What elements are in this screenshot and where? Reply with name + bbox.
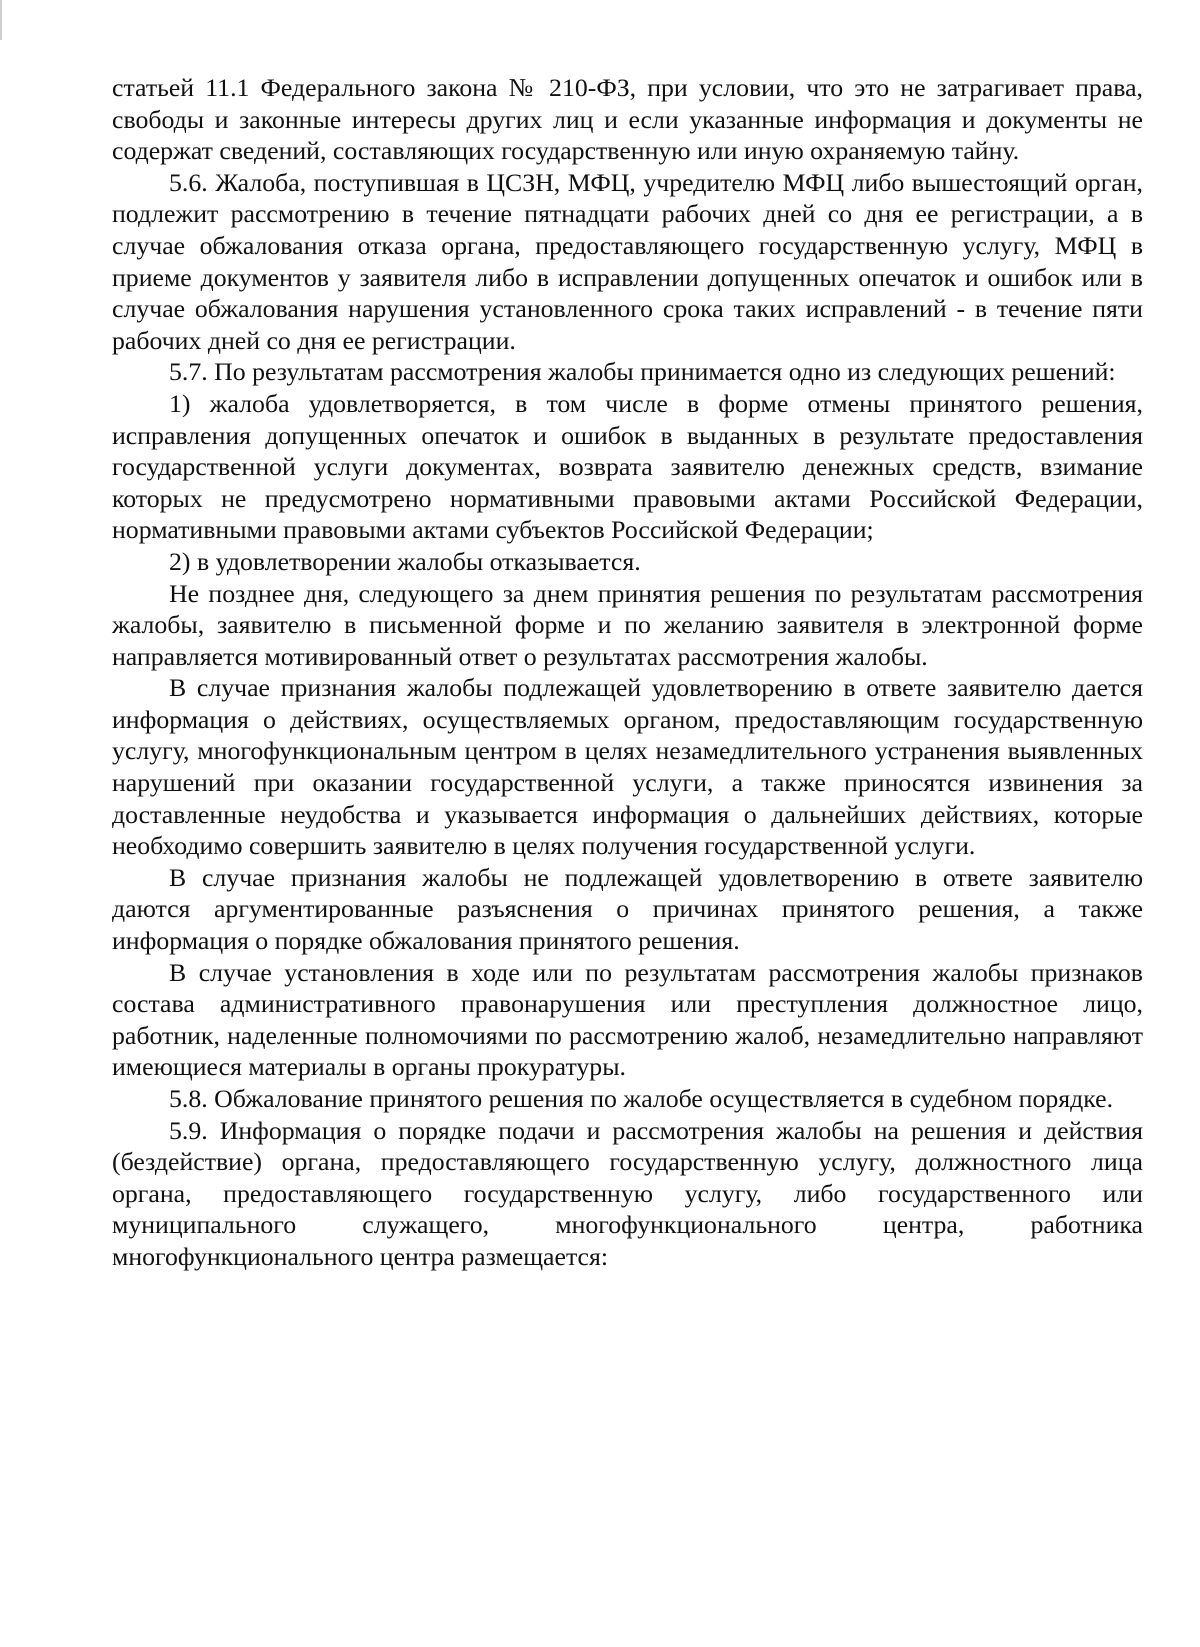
paragraph-5-8: 5.8. Обжалование принятого решения по жалобе осуществляется в судебном порядке. — [169, 1084, 1114, 1113]
paragraph-5-7-item-1: 1) жалоба удовлетворяется, в том числе в форме отмены принятого решения, исправления допущенных опечаток и ошибок в выданных в результате предоставления государственной услуги документах, возврата заявителю денежных средств, взимание которых не предусмотрено нормативными правовыми актами Российской Федерации, нормативными правовыми актами субъектов Российской Федерации; — [112, 388, 1143, 545]
paragraph-violation-found: В случае установления в ходе или по результатам рассмотрения жалобы признаков состава административного правонарушения или преступления должностное лицо, работник, наделенные полномочиями по рассмотрению жалоб, незамедлительно направляют имеющиеся материалы в органы прокуратуры. — [112, 957, 1143, 1082]
paragraph-5-6: 5.6. Жалоба, поступившая в ЦСЗН, МФЦ, учредителю МФЦ либо вышестоящий орган, подлежит рассмотрению в течение пятнадцати рабочих дней со дня ее регистрации, а в случае обжалования отказа органа, предоставляющего государственную услугу, МФЦ в приеме документов у заявителя либо в исправлении допущенных опечаток и ошибок или в случае обжалования нарушения установленного срока таких исправлений - в течение пяти рабочих дней со дня ее регистрации. — [112, 167, 1143, 355]
document-body — [112, 72, 1143, 1273]
paragraph-continuation: статьей 11.1 Федерального закона № 210-ФЗ, при условии, что это не затрагивает права, свободы и законные интересы других лиц и если указанные информация и документы не содержат сведений, составляющих государственную или иную охраняемую тайну. — [112, 73, 1143, 166]
scan-edge-mark — [0, 0, 2, 40]
paragraph-complaint-rejected: В случае признания жалобы не подлежащей удовлетворению в ответе заявителю даются аргументированные разъяснения о причинах принятого решения, а также информация о порядке обжалования принятого решения. — [112, 862, 1143, 956]
paragraph-response-deadline: Не позднее дня, следующего за днем принятия решения по результатам рассмотрения жалобы, заявителю в письменной форме и по желанию заявителя в электронной форме направляется мотивированный ответ о результатах рассмотрения жалобы. — [112, 578, 1143, 671]
paragraph-complaint-satisfied: В случае признания жалобы подлежащей удовлетворению в ответе заявителю дается информация о действиях, осуществляемых органом, предоставляющим государственную услугу, многофункциональным центром в целях незамедлительного устранения выявленных нарушений при оказании государственной услуги, а также приносятся извинения за доставленные неудобства и указывается информация о дальнейших действиях, которые необходимо совершить заявителю в целях получения государственной услуги. — [112, 673, 1143, 861]
paragraph-5-7: 5.7. По результатам рассмотрения жалобы принимается одно из следующих решений: — [169, 357, 1116, 387]
paragraph-5-7-item-2: 2) в удовлетворении жалобы отказывается. — [169, 546, 641, 576]
paragraph-5-9: 5.9. Информация о порядке подачи и рассмотрения жалобы на решения и действия (бездействие) органа, предоставляющего государственную услугу, должностного лица органа, предоставляющего государственную услугу, либо государственного или муниципального служащего, многофункционального центра, работника многофункционального центра размещается: — [112, 1115, 1143, 1271]
